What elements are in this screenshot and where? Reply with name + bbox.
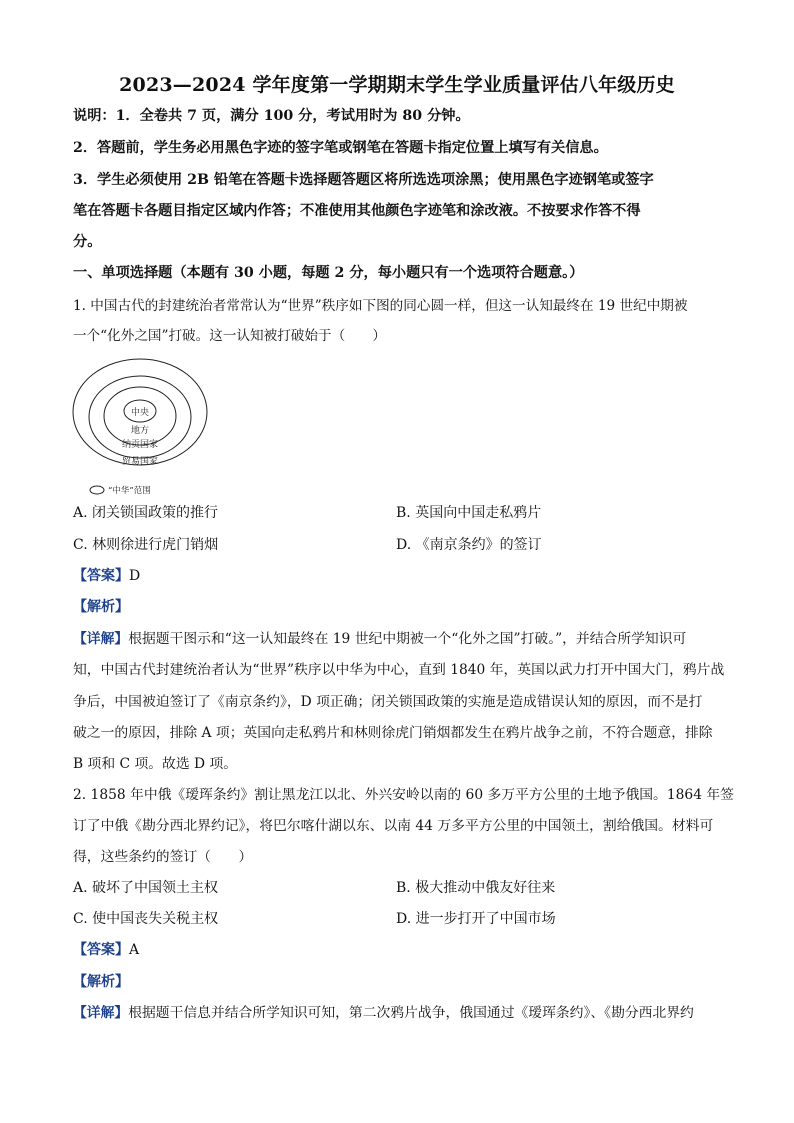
q1-detail-text-1: 根据题干图示和“这一认知最终在 19 世纪中期被一个“化外之国”打破。”，并结合所学知识可 [128,631,687,647]
q1-option-a: A. 闭关锁国政策的推行 [73,505,219,521]
instruction-line-3b: 笔在答题卡各题目指定区域内作答；不准使用其他颜色字迹笔和涂改液。不按要求作答不得 [73,203,641,219]
q2-answer-label: 答案 [87,942,115,958]
instruction-line-2: 2．答题前，学生务必用黑色字迹的签字笔或钢笔在答题卡指定位置上填写有关信息。 [73,140,608,156]
ring-label-trade: 贸易国家 [121,457,159,467]
q1-detail-line-3: 争后，中国被迫签订了《南京条约》，D 项正确；闭关锁国政策的实施是造成错误认知的原因，而不是打 [73,694,703,710]
legend-swatch [90,486,104,494]
q2-stem-line-3: 得，这些条约的签订（ ） [73,849,253,865]
q1-detail-line-1: 【详解】根据题干图示和“这一认知最终在 19 世纪中期被一个“化外之国”打破。”，并结合所学知识可 [73,631,687,647]
q2-detail-line-1: 【详解】根据题干信息并结合所学知识可知，第二次鸦片战争，俄国通过《瑷珲条约》、《勘分西北界约 [73,1005,694,1021]
q1-analysis-tag: 【解析】 [73,599,129,615]
q2-option-c: C. 使中国丧失关税主权 [73,911,219,927]
instruction-line-3c: 分。 [73,234,102,250]
q1-detail-label: 详解 [86,631,115,647]
instruction-line-3a: 3．学生必须使用 2B 铅笔在答题卡选择题答题区将所选选项涂黑；使用黑色字迹钢笔或签字 [73,172,654,188]
concentric-circles-diagram [70,355,240,500]
ring-label-center: 中央 [130,408,150,418]
q1-answer: 【答案】D [73,568,141,584]
legend-label: “中华”范围 [108,486,151,496]
q2-stem-line-1: 2. 1858 年中俄《瑷珲条约》割让黑龙江以北、外兴安岭以南的 60 多万平方公里的土地予俄国。1864 年签 [73,787,734,803]
q1-answer-label: 答案 [87,568,115,584]
q2-answer-value: A [129,942,140,958]
q1-option-d: D. 《南京条约》的签订 [396,537,542,553]
ring-label-local: 地方 [130,426,150,436]
q2-option-a: A. 破坏了中国领土主权 [73,880,219,896]
q1-analysis-label: 解析 [87,599,115,615]
q1-answer-value: D [129,568,141,584]
q1-option-b: B. 英国向中国走私鸦片 [396,505,542,521]
q2-analysis-label: 解析 [87,974,115,990]
q1-detail-line-2: 知，中国古代封建统治者认为“世界”秩序以中华为中心，直到 1840 年，英国以武力打开中国大门，鸦片战 [73,662,725,678]
q2-detail-label: 详解 [86,1005,115,1021]
q1-detail-line-4: 破之一的原因，排除 A 项；英国向走私鸦片和林则徐虎门销烟都发生在鸦片战争之前，不符合题意，排除 [73,725,713,741]
q1-stem-line-2: 一个“化外之国”打破。这一认知被打破始于（ ） [73,328,386,344]
q2-option-d: D. 进一步打开了中国市场 [396,911,556,927]
q2-detail-text-1: 根据题干信息并结合所学知识可知，第二次鸦片战争，俄国通过《瑷珲条约》、《勘分西北界约 [128,1005,694,1021]
page-title: 2023—2024 学年度第一学期期末学生学业质量评估八年级历史 [119,74,675,96]
q2-answer: 【答案】A [73,942,140,958]
q2-option-b: B. 极大推动中俄友好往来 [396,880,556,896]
q2-stem-line-2: 订了中俄《勘分西北界约记》，将巴尔喀什湖以东、以南 44 万多平方公里的中国领土，割给俄国。材料可 [73,818,714,834]
q1-stem-line-1: 1. 中国古代的封建统治者常常认为“世界”秩序如下图的同心圆一样，但这一认知最终在 19 世纪中期被 [73,298,688,314]
ring-label-tributary: 纳贡国家 [121,440,159,450]
instruction-line-1: 说明：1．全卷共 7 页，满分 100 分，考试用时为 80 分钟。 [73,108,470,124]
q1-option-c: C. 林则徐进行虎门销烟 [73,537,219,553]
q1-detail-line-5: B 项和 C 项。故选 D 项。 [73,756,238,772]
q2-analysis-tag: 【解析】 [73,974,129,990]
section-heading: 一、单项选择题（本题有 30 小题，每题 2 分，每小题只有一个选项符合题意。） [73,265,584,281]
